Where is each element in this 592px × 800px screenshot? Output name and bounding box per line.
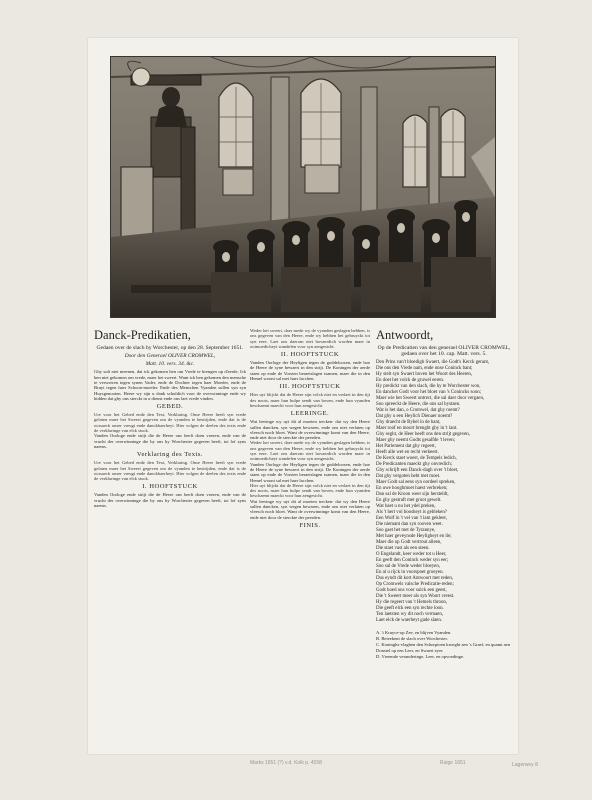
answer-subtitle: Op de Predicatien van den generael OLIVER CROMWEL, gedaen over het 10. cap. Matt. vers. 5.	[377, 345, 511, 358]
verse-line: Die niemant dan syn rooven weet.	[376, 521, 443, 527]
verse-line: Hy die regeert van 't Hemels throon,	[376, 599, 448, 605]
sermon-paragraph: Wat leeringe wy uyt dit al moeten trecken: dat wy den Heere sullen dancken, syn wegen bewaren, ende ons niet verlaten op vleesch noch bloet. Want de overwinninge komt van den Heere, ende niet door de sterckte der peerden.	[250, 498, 370, 520]
sermon-paragraph: Ure voor het Gebed ende den Text, Verklaring. Onse Heere heeft syn vrede gelaten maer het Sweert gegeven om de vyanden te bestrijden, ende dat is de oorsaeck onser vreugt ende danckbaerheyt. Hier volgen de deelen des texts ende de verklaringe van elck stuck.	[94, 460, 246, 482]
sermon-paragraph: Wat leeringe wy uyt dit al moeten trecken: dat wy den Heere sullen dancken, syn wegen bewaren, ende ons niet verlaten op vleesch noch bloet. Want de overwinninge komt van den Heere, ende niet door de sterckte der peerden.	[250, 419, 370, 441]
verse-line: Soo gaet het met de Tyrannye,	[376, 527, 436, 533]
verse-line: O Engelandt, keer weder tot u Heer,	[376, 551, 447, 557]
verse-line: En doet het volck de gruwel eeren.	[376, 377, 445, 383]
section-heading-gebed: GEBED.	[156, 403, 184, 411]
pencil-annotation: Marks 1651 (?) v.d. Kolk p. 4558	[250, 760, 322, 766]
sermon-paragraph: Ghy sult niet meenen, dat ick gekomen ben om Vrede te brengen op d'aerde, Ick ben niet gekomen om vrede, maer het sweert. Want ick ben gekomen den mensche te verwerren tegen synen Vader, ende de Dochter tegen haer Moeder, ende de Bruyt tegen haer Schoon-moeder. Ende des Menschen Vyanden sullen syn syn Huysgenooten. Heere wy sijn u dank schuldich voor de overwinninge ende wy bidden dat ghy ons sterckt in u dienst ende ons laet vrede vinden.	[94, 369, 246, 401]
verse-line: Maer ghy neemt Godts gesalfde 't leven;	[376, 437, 456, 443]
verse-line: Dan sal de Kroon weer sijn hersteldt,	[376, 491, 449, 497]
verse-line: Op Cromwels valsche Predicatie-reden;	[376, 581, 454, 587]
verse-line: En uwe hooghmoet haest verbreken;	[376, 485, 448, 491]
verse-line: Het Parlement dat ghy regeert,	[376, 443, 436, 449]
pencil-annotation: Ruige 1651	[440, 760, 466, 766]
verse-line: Hy stelt syn Swaert boven het Woort des Heeren,	[376, 371, 473, 377]
verse-line: Wat baet u nu het ydel preken,	[376, 503, 436, 509]
verse-line: Met haer geveynsde Heyligheyt en lie;	[376, 533, 452, 539]
verse-line: Ten laetsten wy dit noch vermaen,	[376, 611, 444, 617]
verse-line: Maer roof en moort brenght ghy in 't lant.	[376, 425, 458, 431]
verse-line: Dat ghy vergoten hebt met moet.	[376, 473, 441, 479]
footnote-line: B. Beteekent de slach over Worchester.	[376, 635, 448, 641]
sermon-paragraph: Vanden Oorloge ende strijt die de Heere ons heeft doen voeren, ende van de vrucht der overwinninge die hy ons by Worchester gegeven heeft, tot lof zyns naems.	[94, 492, 246, 509]
section-heading-verklaring: Verklaring des Texts.	[136, 451, 204, 459]
sermon-paragraph: Ure voor het Gebed ende den Text, Verklaring. Onse Heere heeft syn vrede gelaten maer het Sweert gegeven om de vyanden te bestrijden, ende dat is de oorsaeck onser vreugt ende danckbaerheyt. Hier volgen de deelen des texts ende de verklaringe van elck stuck.	[94, 412, 246, 434]
section-heading-leeringe: LEERINGE.	[290, 410, 330, 418]
verse-line: Ghy schrijft een Danck-dagh over 't bloet,	[376, 467, 459, 473]
verse-line: De Kerck staet woest, de Tempels ledich,	[376, 455, 457, 461]
footnote-line: D. Vreemde veranderinge, Leer, en opvoedinge.	[376, 653, 465, 659]
sermon-column	[94, 328, 246, 730]
section-heading-chapter-three: III. HOOFTSTUCK	[279, 383, 341, 391]
sermon-title: Danck-Predikatien,	[94, 328, 191, 342]
sermon-paragraph: Weder het sweert, daer mede wy de vyanden geslagen hebben, is ons gegeven van den Heere, ende wy hebben het gebruyckt tot syn eere. Laet ons daerom niet hovaerdich worden maer in ootmoedicheyt wandelen voor syn aengesicht.	[250, 440, 370, 462]
answer-verses	[376, 360, 512, 624]
verse-line: Die ons den Vrede nam, ende onse Coninck bant;	[376, 365, 473, 371]
verse-line: Dus eyndt dit kort Antwoort met reden,	[376, 575, 454, 581]
section-heading-chapter-two: II. HOOFTSTUCK	[280, 351, 340, 359]
verse-line: Ghy draecht de Bybel in de hant,	[376, 419, 441, 425]
sermon-paragraph: Vanden Oorloge ende strijt die de Heere ons heeft doen voeren, ende van de vrucht der overwinninge die hy ons by Worchester gegeven heeft, tot lof zyns naems.	[94, 433, 246, 449]
verse-line: Soo spreeckt de Heere, die ons sal bystaen.	[376, 401, 461, 407]
verse-line: Die geeft elck een syn rechte loon.	[376, 605, 444, 611]
scripture-reference: Matt. 10. vers. 34. &c.	[145, 361, 195, 368]
verse-line: Heeft alle wet en recht verkeert.	[376, 449, 439, 455]
verse-line: Die staet vast als een steen.	[376, 545, 430, 551]
engraving-illustration	[110, 56, 496, 318]
verse-line: En dancket Godt voor het bloet van 's Conincks soon;	[376, 389, 482, 395]
verse-line: Maer die op Godt vertrout alleen,	[376, 539, 442, 545]
pencil-annotation: Lagerwey 8	[512, 762, 538, 768]
verse-line: Laet elck de waerheyt gade slaen.	[376, 617, 442, 623]
sermon-author: Door den Generael OLIVER CROMWEL,	[124, 353, 216, 360]
verse-line: Ghy seght, de Heer heeft ons den strijt gegeven,	[376, 431, 470, 437]
verse-line: Godt hoed ons voor sulck een geest,	[376, 587, 447, 593]
answer-title: Antwoordt,	[376, 328, 434, 342]
verse-line: En al u rijck in voorspoet groeyen.	[376, 569, 444, 575]
verse-line: Die 't Sweert meer als syn Woort vreest.	[376, 593, 455, 599]
verse-line: Hy predickt van den slach, die hy te Worchester won,	[376, 383, 481, 389]
sermon-paragraph: Hier uyt blijckt dat de Heere sijn volck niet en verlaet in den tijt des noots, maer hun hulpe sendt van boven, ende hun vyanden beschaemt maeckt voor hun aengesicht.	[250, 392, 370, 408]
verse-line: En ghy gestraft met groot gewelt.	[376, 497, 442, 503]
sermon-subtitle: Gedaen over de slach by Worchester, op den 28. September 1651.	[96, 345, 244, 351]
verse-line: En geeft den Coninck weder syn eer;	[376, 557, 449, 563]
answer-column	[376, 328, 512, 730]
sermon-paragraph: Weder het sweert, daer mede wy de vyanden geslagen hebben, is ons gegeven van den Heere, ende wy hebben het gebruyckt tot syn eere. Laet ons daerom niet hovaerdich worden maer in ootmoedicheyt wandelen voor syn aengesicht.	[250, 328, 370, 349]
section-heading-chapter-one: I. HOOFTSTUCK	[142, 483, 198, 491]
sermon-paragraph: Vanden Oorloge der Heyligen tegen de goddeloosen, ende hoe de Heere de syne bewaert in den strijt. De Koningen der aerde staen op ende de Vorsten beraetslagen tsamen, maer die in den Hemel woont sal met haer lacchen.	[250, 461, 370, 483]
column-footer: FINIS.	[299, 521, 321, 529]
sermon-continuation-column	[250, 328, 370, 730]
church-interior-picture	[111, 57, 495, 317]
verse-line: Maer wie het Sweert ontrect, die sal daer door vergaen,	[376, 395, 485, 401]
sermon-paragraph: Hier uyt blijckt dat de Heere sijn volck niet en verlaet in den tijt des noots, maer hun hulpe sendt van boven, ende hun vyanden beschaemt maeckt voor hun aengesicht.	[250, 482, 370, 499]
sermon-paragraph: Vanden Oorloge der Heyligen tegen de goddeloosen, ende hoe de Heere de syne bewaert in den strijt. De Koningen der aerde staen op ende de Vorsten beraetslagen tsamen, maer die in den Hemel woont sal met haer lacchen.	[250, 360, 370, 382]
verse-line: De Predicanten maeckt ghy onvredich;	[376, 461, 453, 467]
footnote-line: C. Koninghs-vlaghen den Schorpioen kroeght aen 's Graef, en quamt aen Donstel op een Leer, en Swaert eyer.	[376, 641, 511, 653]
verse-line: Den Prins van't bloedigh Swaert, die Godt's Kerck gerant,	[376, 359, 490, 365]
verse-line: Wat is het dan, o Cromwel, dat ghy roemt?	[376, 407, 460, 413]
verse-line: Maer Godt sal eens syn oordeel spreken,	[376, 479, 456, 485]
answer-notes	[376, 630, 512, 660]
verse-line: Dat ghy u een Heylich Dienaer noemt?	[376, 413, 453, 419]
verse-line: Als 't hert vol boosheyt is gebleken?	[376, 509, 447, 515]
footnote-line: A. 't Kruyce-op Zee, en blijven Vyanden.	[376, 629, 452, 635]
verse-line: Een Wolf in 't vel van 't lam gekleet,	[376, 515, 447, 521]
verse-line: Soo sal de Vrede weder bloeyen,	[376, 563, 440, 569]
